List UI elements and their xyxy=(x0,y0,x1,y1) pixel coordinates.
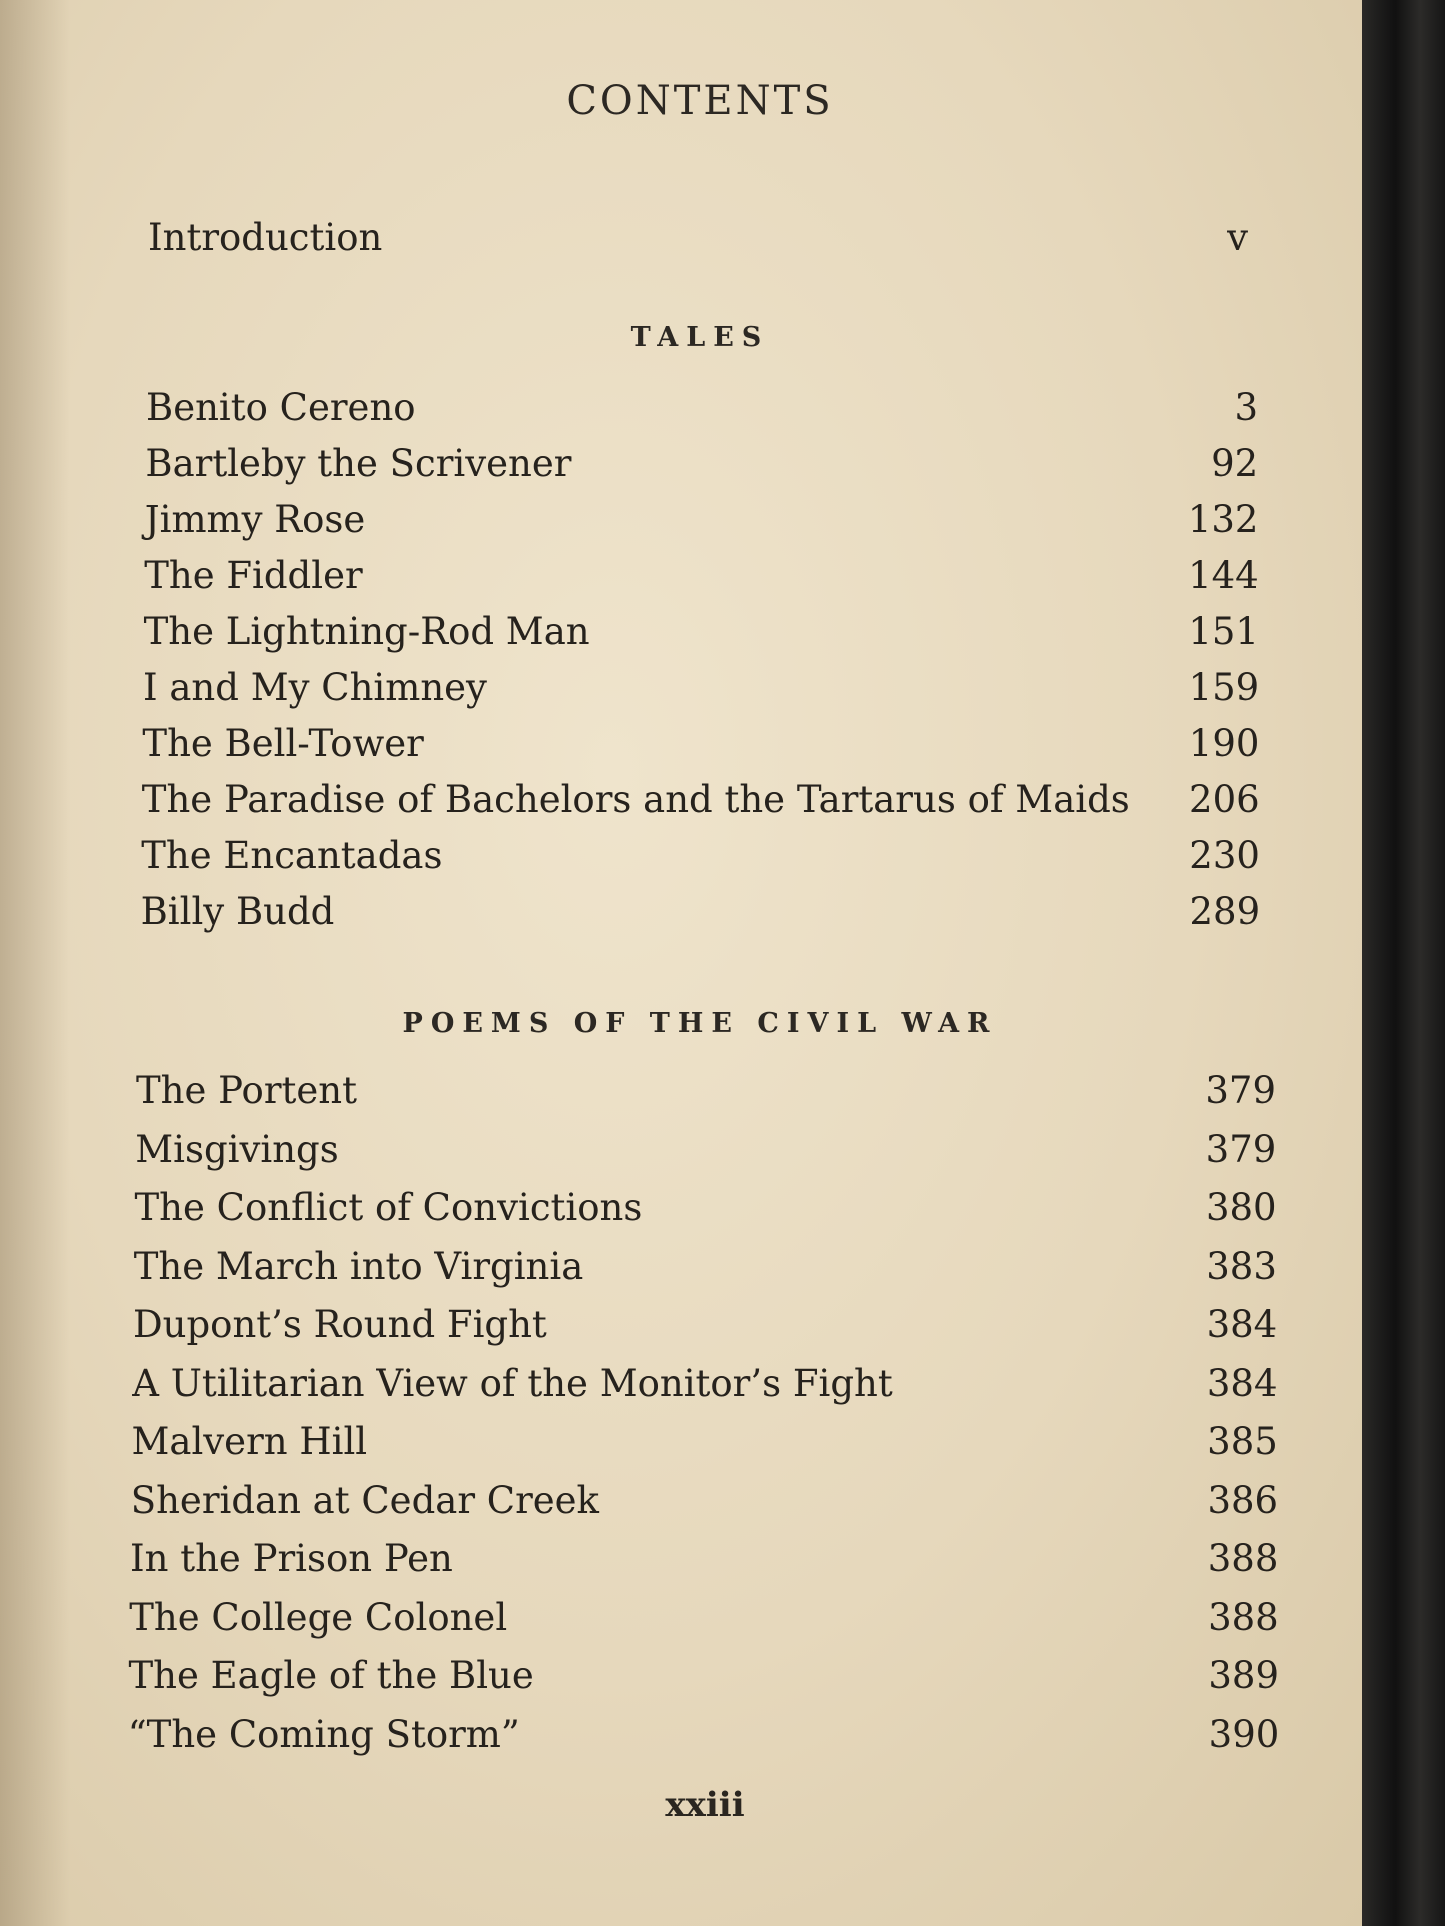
page-title: CONTENTS xyxy=(566,78,834,124)
toc-entry xyxy=(130,1536,1278,1582)
toc-entry-page: 380 xyxy=(1205,1186,1277,1229)
toc-entry-title: Malvern Hill xyxy=(131,1420,368,1463)
toc-entry-page: 383 xyxy=(1206,1244,1277,1288)
toc-entry-title: Dupont’s Round Fight xyxy=(133,1303,547,1346)
toc-entry xyxy=(135,1127,1276,1173)
toc-entry-page: 92 xyxy=(1211,442,1259,485)
toc-entry xyxy=(134,1244,1277,1290)
toc-entry-introduction xyxy=(148,215,1248,261)
toc-entry-title: The Bell-Tower xyxy=(142,722,424,765)
toc-entry-page: 151 xyxy=(1188,610,1259,653)
toc-entry-title: Billy Budd xyxy=(140,890,335,933)
toc-entry xyxy=(136,1068,1276,1114)
toc-entry-title: The Eagle of the Blue xyxy=(128,1654,534,1697)
toc-entry-page: 379 xyxy=(1205,1069,1276,1112)
toc-entry-title: A Utilitarian View of the Monitor’s Fight xyxy=(132,1361,893,1405)
toc-entry-page: 385 xyxy=(1207,1420,1278,1463)
toc-entry-title: The March into Virginia xyxy=(133,1244,584,1288)
toc-entry-title: “The Coming Storm” xyxy=(127,1712,520,1756)
toc-entry xyxy=(132,1361,1277,1407)
toc-entry-title: I and My Chimney xyxy=(143,666,487,709)
toc-entry xyxy=(135,1185,1277,1231)
toc-entry-page: 132 xyxy=(1187,498,1259,541)
toc-entry xyxy=(144,553,1259,599)
toc-entry xyxy=(132,1419,1278,1465)
toc-entry-title: The Conflict of Convictions xyxy=(134,1186,643,1229)
toc-entry-title: The Portent xyxy=(136,1069,357,1112)
toc-entry-page: 386 xyxy=(1207,1478,1279,1522)
toc-entry-page: 206 xyxy=(1189,778,1260,821)
toc-entry-page: 3 xyxy=(1234,386,1258,429)
toc-entry xyxy=(141,833,1260,879)
toc-entry xyxy=(143,665,1259,711)
toc-entry xyxy=(146,385,1258,431)
toc-entry-title: In the Prison Pen xyxy=(130,1537,453,1580)
toc-entry-title: Benito Cereno xyxy=(146,386,416,429)
toc-entry-page: 144 xyxy=(1188,554,1259,597)
toc-entry-page: 390 xyxy=(1208,1712,1280,1756)
toc-entry-page: 379 xyxy=(1205,1127,1277,1171)
page-number: xxiii xyxy=(665,1785,745,1825)
toc-entry xyxy=(131,1478,1278,1524)
toc-entry xyxy=(145,497,1259,543)
toc-entry-title: Introduction xyxy=(148,216,383,259)
toc-entry xyxy=(128,1712,1280,1758)
toc-entry-title: Bartleby the Scrivener xyxy=(145,442,572,485)
toc-entry-title: The Paradise of Bachelors and the Tartarus of Maids xyxy=(141,778,1130,821)
toc-entry xyxy=(133,1302,1277,1348)
toc-entry xyxy=(142,777,1260,823)
toc-entry-page: v xyxy=(1227,216,1248,259)
toc-entry xyxy=(142,721,1259,767)
toc-entry-page: 384 xyxy=(1206,1303,1278,1346)
toc-entry-page: 289 xyxy=(1189,890,1261,933)
toc-entry xyxy=(129,1595,1278,1641)
toc-entry xyxy=(145,441,1258,487)
section-heading-tales: TALES xyxy=(630,322,770,353)
toc-entry-page: 389 xyxy=(1208,1654,1279,1697)
toc-entry-page: 190 xyxy=(1188,722,1260,765)
toc-entry-title: Jimmy Rose xyxy=(144,498,366,541)
toc-entry-title: Misgivings xyxy=(135,1127,339,1171)
toc-entry-title: The Fiddler xyxy=(144,554,363,597)
toc-entry-title: The Lightning-Rod Man xyxy=(143,610,590,653)
toc-entry-page: 230 xyxy=(1189,834,1260,877)
toc-entry-page: 388 xyxy=(1208,1595,1279,1639)
book-edge xyxy=(1362,0,1445,1926)
toc-entry-title: The College Colonel xyxy=(129,1595,508,1639)
toc-entry-page: 388 xyxy=(1207,1537,1279,1580)
toc-entry xyxy=(141,889,1261,935)
toc-entry xyxy=(144,609,1259,655)
toc-entry-page: 159 xyxy=(1188,666,1260,709)
toc-entry-page: 384 xyxy=(1206,1361,1278,1405)
toc-entry-title: Sheridan at Cedar Creek xyxy=(130,1478,599,1522)
toc-entry xyxy=(129,1653,1280,1699)
toc-entry-title: The Encantadas xyxy=(141,834,443,877)
section-heading-poems: POEMS OF THE CIVIL WAR xyxy=(402,1008,998,1039)
